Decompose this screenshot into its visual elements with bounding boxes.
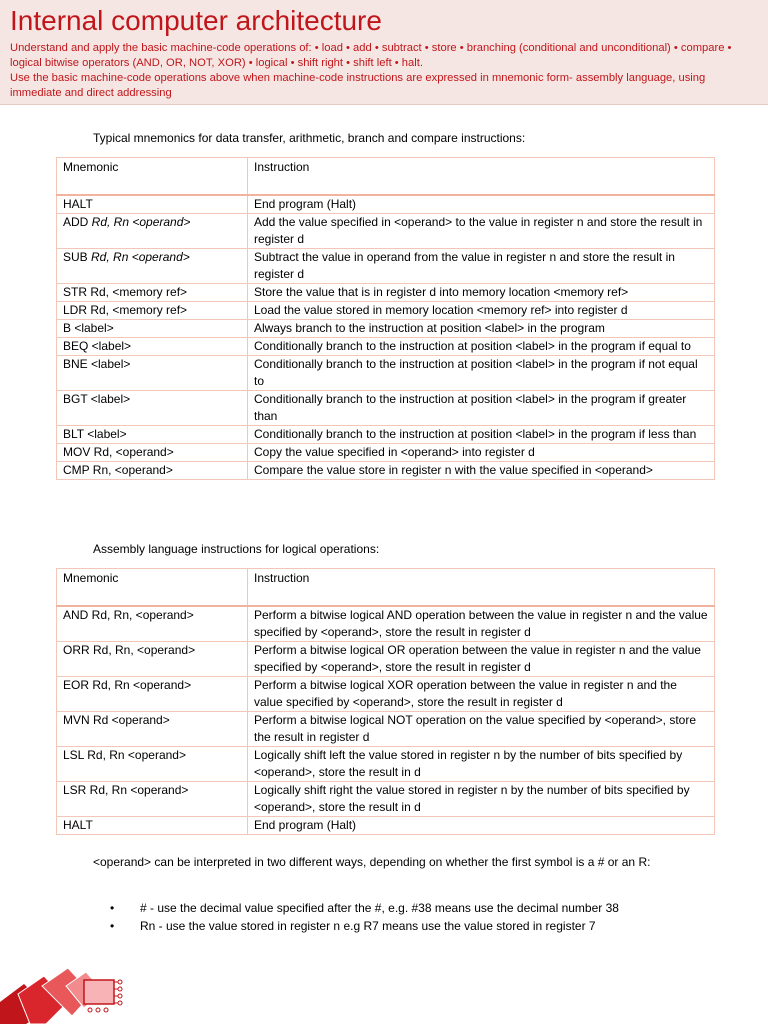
mnemonic-cell xyxy=(57,356,248,391)
mnemonic-cell: LSL Rd, Rn <operand> xyxy=(57,747,248,782)
operand-bullet-list xyxy=(110,899,619,935)
bullet-symbol: • xyxy=(110,919,115,933)
instruction-cell: Load the value stored in memory location <memory ref> into register d xyxy=(248,302,715,320)
table-row xyxy=(57,747,715,782)
mnemonic-text: STR Rd, <memory ref> xyxy=(63,285,188,299)
instruction-cell: Conditionally branch to the instruction at position <label> in the program if greater than xyxy=(248,391,715,426)
page-header xyxy=(0,0,768,105)
mnemonic-text: BEQ <label> xyxy=(63,339,132,353)
mnemonic-text: ADD xyxy=(63,215,92,229)
instruction-cell: Copy the value specified in <operand> into register d xyxy=(248,444,715,462)
instruction-cell: Logically shift right the value stored in register n by the number of bits specified by <operand>, store the result in d xyxy=(248,782,715,817)
mnemonic-cell xyxy=(57,214,248,249)
bullet-symbol: • xyxy=(110,901,115,915)
table-row xyxy=(57,356,715,391)
intro-line-2: Use the basic machine-code operations above when machine-code instructions are expressed in mnemonic form- assembly language, using immediate and direct addressing xyxy=(10,72,706,99)
intro-text xyxy=(10,41,758,101)
mnemonic-text: BNE <label> xyxy=(63,357,131,371)
mnemonic-cell xyxy=(57,391,248,426)
table2-heading: Assembly language instructions for logical operations: xyxy=(93,542,380,556)
mnemonic-cell: AND Rd, Rn, <operand> xyxy=(57,606,248,642)
table-header-row xyxy=(57,158,715,196)
bullet-text: # - use the decimal value specified after the #, e.g. #38 means use the decimal number 38 xyxy=(140,901,619,915)
table1-heading: Typical mnemonics for data transfer, arithmetic, branch and compare instructions: xyxy=(93,131,526,145)
mnemonic-cell xyxy=(57,338,248,356)
mnemonic-cell: EOR Rd, Rn <operand> xyxy=(57,677,248,712)
operand-note: <operand> can be interpreted in two different ways, depending on whether the first symbol is a # or an R: xyxy=(93,855,651,869)
mnemonic-text: CMP Rn, <operand> xyxy=(63,463,173,477)
mnemonic-cell: MVN Rd <operand> xyxy=(57,712,248,747)
column-header-instruction: Instruction xyxy=(248,569,715,607)
mnemonic-cell xyxy=(57,284,248,302)
column-header-mnemonic: Mnemonic xyxy=(57,158,248,196)
mnemonic-args: Rd, Rn <operand> xyxy=(91,215,191,229)
mnemonic-cell xyxy=(57,249,248,284)
mnemonics-table xyxy=(56,157,715,480)
table-row xyxy=(57,462,715,480)
mnemonic-cell xyxy=(57,462,248,480)
table-row xyxy=(57,391,715,426)
bullet-text: Rn - use the value stored in register n e.g R7 means use the value stored in register 7 xyxy=(140,919,596,933)
table-row xyxy=(57,320,715,338)
table-row xyxy=(57,426,715,444)
instruction-cell: Compare the value store in register n with the value specified in <operand> xyxy=(248,462,715,480)
column-header-mnemonic: Mnemonic xyxy=(57,569,248,607)
table-row xyxy=(57,642,715,677)
table-row xyxy=(57,284,715,302)
chip-logo-icon xyxy=(0,962,140,1024)
logical-ops-table xyxy=(56,568,715,835)
intro-line-1: Understand and apply the basic machine-code operations of: • load • add • subtract • store • branching (conditional and unconditional) • compare • logical bitwise operators (AND, OR, NOT, XOR) • logical • shift right • shift left • halt. xyxy=(10,42,732,69)
instruction-cell: Add the value specified in <operand> to the value in register n and store the result in register d xyxy=(248,214,715,249)
instruction-cell: Conditionally branch to the instruction at position <label> in the program if not equal to xyxy=(248,356,715,391)
mnemonic-text: MOV Rd, <operand> xyxy=(63,445,174,459)
list-item xyxy=(110,917,619,935)
instruction-cell: Conditionally branch to the instruction at position <label> in the program if equal to xyxy=(248,338,715,356)
table-row xyxy=(57,782,715,817)
instruction-cell: Perform a bitwise logical XOR operation between the value in register n and the value specified by <operand>, store the result in register d xyxy=(248,677,715,712)
table-row xyxy=(57,249,715,284)
table-row xyxy=(57,195,715,214)
list-item xyxy=(110,899,619,917)
table-row xyxy=(57,214,715,249)
mnemonic-text: BGT <label> xyxy=(63,392,131,406)
mnemonic-cell: HALT xyxy=(57,817,248,835)
table-row xyxy=(57,444,715,462)
mnemonic-text: BLT <label> xyxy=(63,427,127,441)
instruction-cell: Perform a bitwise logical OR operation between the value in register n and the value specified by <operand>, store the result in register d xyxy=(248,642,715,677)
mnemonic-args: Rd, Rn <operand> xyxy=(91,250,190,264)
instruction-cell: End program (Halt) xyxy=(248,817,715,835)
instruction-cell: Perform a bitwise logical AND operation between the value in register n and the value specified by <operand>, store the result in register d xyxy=(248,606,715,642)
mnemonic-text: LDR Rd, <memory ref> xyxy=(63,303,188,317)
mnemonic-cell: ORR Rd, Rn, <operand> xyxy=(57,642,248,677)
page-title: Internal computer architecture xyxy=(10,5,382,36)
mnemonic-cell xyxy=(57,195,248,214)
instruction-cell: End program (Halt) xyxy=(248,195,715,214)
column-header-instruction: Instruction xyxy=(248,158,715,196)
instruction-cell: Store the value that is in register d into memory location <memory ref> xyxy=(248,284,715,302)
instruction-cell: Logically shift left the value stored in register n by the number of bits specified by <operand>, store the result in d xyxy=(248,747,715,782)
mnemonic-cell xyxy=(57,444,248,462)
table-row xyxy=(57,712,715,747)
mnemonic-text: SUB xyxy=(63,250,92,264)
instruction-cell: Subtract the value in operand from the value in register n and store the result in register d xyxy=(248,249,715,284)
mnemonic-text: HALT xyxy=(63,197,93,211)
table-row xyxy=(57,606,715,642)
mnemonic-cell xyxy=(57,302,248,320)
mnemonic-cell xyxy=(57,320,248,338)
instruction-cell: Conditionally branch to the instruction at position <label> in the program if less than xyxy=(248,426,715,444)
table-header-row xyxy=(57,569,715,607)
table-row xyxy=(57,817,715,835)
table-row xyxy=(57,338,715,356)
table-row xyxy=(57,302,715,320)
table-row xyxy=(57,677,715,712)
mnemonic-cell: LSR Rd, Rn <operand> xyxy=(57,782,248,817)
instruction-cell: Always branch to the instruction at position <label> in the program xyxy=(248,320,715,338)
instruction-cell: Perform a bitwise logical NOT operation on the value specified by <operand>, store the result in register d xyxy=(248,712,715,747)
mnemonic-cell xyxy=(57,426,248,444)
mnemonic-text: B <label> xyxy=(63,321,114,335)
